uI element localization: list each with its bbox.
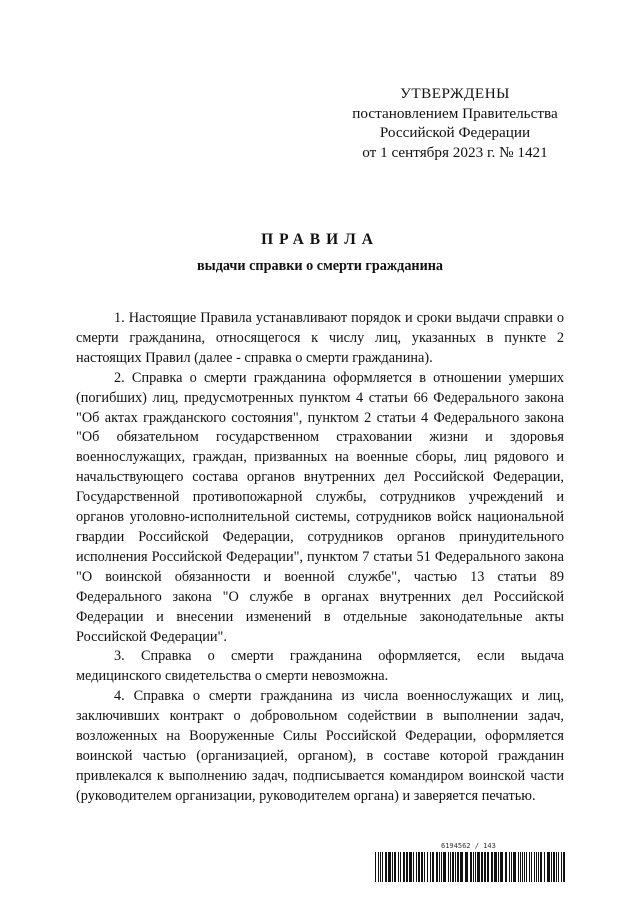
paragraph-2: 2. Справка о смерти гражданина оформляется в отношении умерших (погибших) лиц, предусмотренных пунктом 4 статьи 66 Федерального закона "Об актах гражданского состояния", пунктом 2 статьи 4 Федерального закона "Об обязательном государственном страховании жизни и здоровья военнослужащих, граждан, призванных на военные сборы, лиц рядового и начальствующего состава органов внутренних дел Российской Федерации, Государственной противопожарной службы, сотрудников учреждений и органов уголовно-исполнительной системы, сотрудников войск национальной гвардии Российской Федерации, сотрудников органов принудительного исполнения Российской Федерации", пунктом 7 статьи 51 Федерального закона "О воинской обязанности и военной службе", частью 13 статьи 89 Федерального закона "О службе в органах внутренних дел Российской Федерации и внесении изменений в отдельные законодательные акты Российской Федерации". [76,369,564,645]
approval-line-1: постановлением Правительства [352,104,558,122]
document-title: ПРАВИЛА [261,231,379,248]
approval-line-2: Российской Федерации [379,124,531,141]
paragraph-3: 3. Справка о смерти гражданина оформляется, если выдача медицинского свидетельства о смерти невозможна. [76,648,564,685]
paragraph-1: 1. Настоящие Правила устанавливают порядок и сроки выдачи справки о смерти гражданина, относящегося к числу лиц, указанных в пункте 2 настоящих Правил (далее - справка о смерти гражданина). [76,310,564,366]
document-body [76,309,564,807]
barcode-image [375,852,565,882]
barcode-number: 6194562 / 143 [441,842,496,850]
approval-line-3: от 1 сентября 2023 г. № 1421 [362,143,548,161]
document-subtitle: выдачи справки о смерти гражданина [196,258,444,274]
paragraph-4: 4. Справка о смерти гражданина из числа военнослужащих и лиц, заключивших контракт о добровольном содействии в выполнении задач, возложенных на Вооруженные Силы Российской Федерации, оформляется воинской частью (организацией, органом), в составе которой гражданин привлекался к выполнению задач, подписывается командиром воинской части (руководителем организации, руководителем органа) и заверяется печатью. [76,688,564,804]
approval-stamp [340,84,570,162]
approval-heading: УТВЕРЖДЕНЫ [400,85,510,102]
